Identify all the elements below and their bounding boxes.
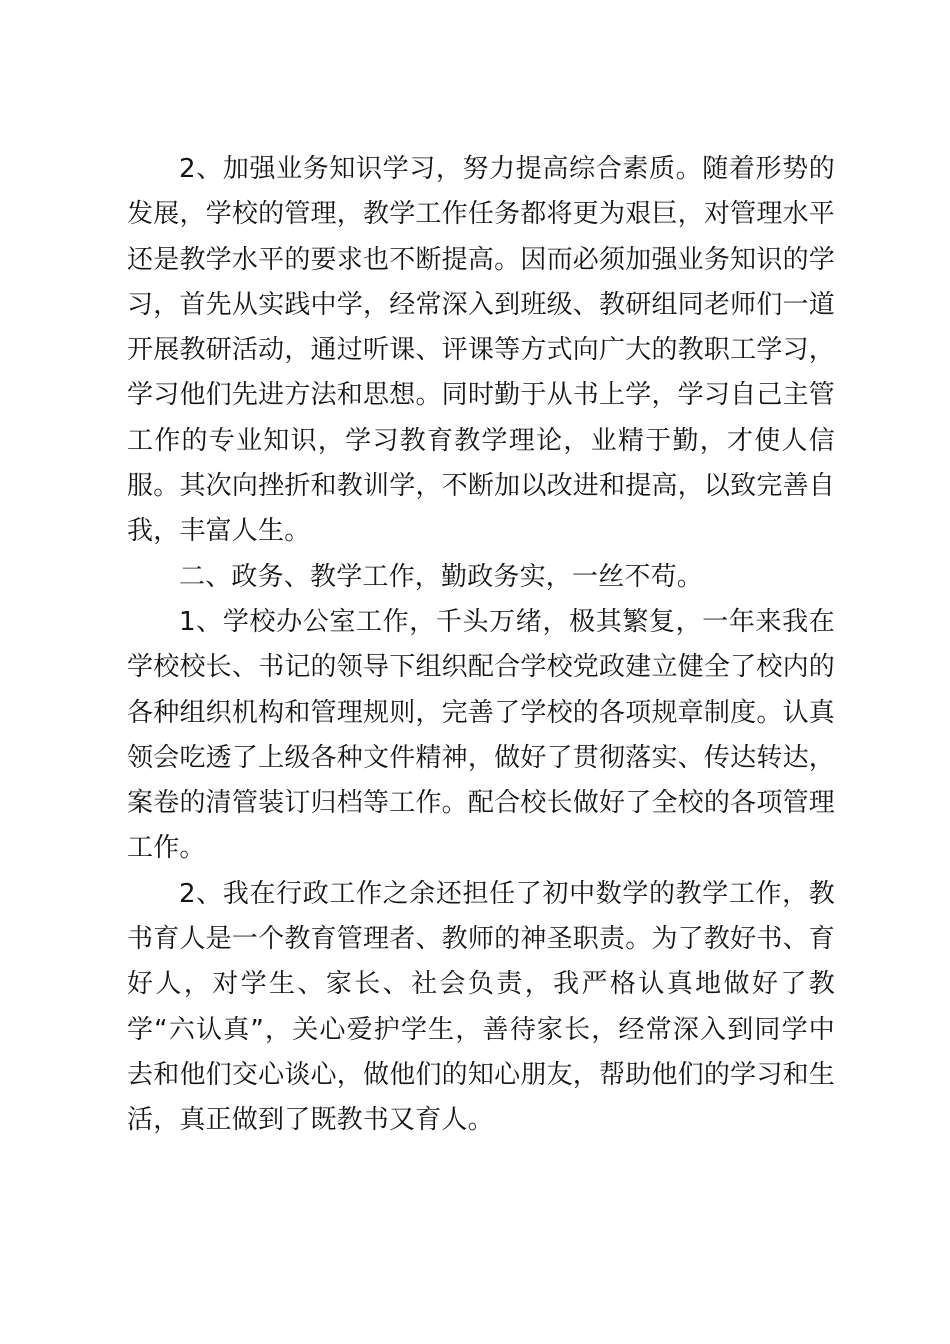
paragraph-business-study: 2、加强业务知识学习，努力提高综合素质。随着形势的发展，学校的管理，教学工作任务都将更为艰巨，对管理水平还是教学水平的要求也不断提高。因而必须加强业务知识的学习，首先从实践中学，经常深入到班级、教研组同老师们一道开展教研活动，通过听课、评课等方式向广大的教职工学习，学习他们先进方法和思想。同时勤于从书上学，学习自己主管工作的专业知识，学习教育教学理论，业精于勤，才使人信服。其次向挫折和教训学，不断加以改进和提高，以致完善自我，丰富人生。 — [127, 154, 835, 547]
section-heading-administration-teaching: 二、政务、教学工作，勤政务实，一丝不苟。 — [179, 561, 704, 592]
document-body — [127, 147, 835, 1144]
paragraph-office-work: 1、学校办公室工作，千头万绪，极其繁复，一年来我在学校校长、书记的领导下组织配合学校党政建立健全了校内的各种组织机构和管理规则，完善了学校的各项规章制度。认真领会吃透了上级各种文件精神，做好了贯彻落实、传达转达，案卷的清管装订归档等工作。配合校长做好了全校的各项管理工作。 — [127, 606, 835, 864]
paragraph-math-teaching: 2、我在行政工作之余还担任了初中数学的教学工作，教书育人是一个教育管理者、教师的神圣职责。为了教好书、育好人，对学生、家长、社会负责，我严格认真地做好了教学“六认真”，关心爱护学生，善待家长，经常深入到同学中去和他们交心谈心，做他们的知心朋友，帮助他们的学习和生活，真正做到了既教书又育人。 — [127, 878, 835, 1136]
